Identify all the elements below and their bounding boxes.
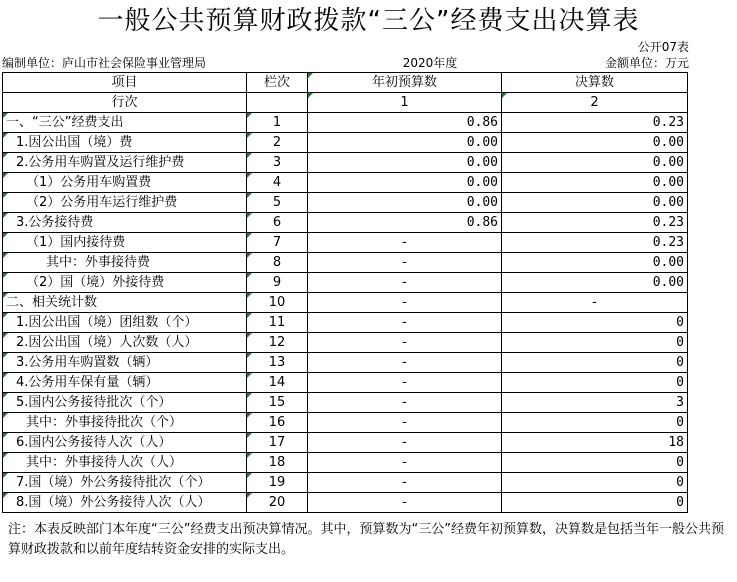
row-label[interactable]: 二、相关统计数 (3, 293, 247, 313)
row-label[interactable]: 6.国内公务接待人次（人） (3, 433, 247, 453)
row-label[interactable]: 其中：外事接待费 (3, 253, 247, 273)
actual-value[interactable]: 0 (502, 373, 688, 393)
organization-label: 编制单位：庐山市社会保险事业管理局 (2, 56, 207, 70)
row-number[interactable]: 18 (247, 453, 308, 473)
budget-value[interactable]: 0.00 (308, 193, 502, 213)
row-number-line (3, 93, 688, 113)
table-row (3, 213, 688, 233)
table-row (3, 153, 688, 173)
row-number[interactable]: 7 (247, 233, 308, 253)
actual-value[interactable]: 0 (502, 413, 688, 433)
budget-value[interactable]: - (308, 293, 502, 313)
row-number[interactable]: 14 (247, 373, 308, 393)
row-label-empty[interactable] (247, 93, 308, 113)
actual-value[interactable]: 0.00 (502, 273, 688, 293)
budget-value[interactable]: - (308, 233, 502, 253)
row-number[interactable]: 10 (247, 293, 308, 313)
budget-value[interactable]: - (308, 393, 502, 413)
footnote: 注：本表反映部门本年度“三公”经费支出预决算情况。其中，预算数为“三公”经费年初预算数，决算数是包括当年一般公共预算财政拨款和以前年度结转资金安排的实际支出。 (8, 522, 724, 557)
actual-value[interactable]: 0 (502, 333, 688, 353)
row-label[interactable]: 3.公务接待费 (3, 213, 247, 233)
row-label[interactable]: （2）公务用车运行维护费 (3, 193, 247, 213)
budget-value[interactable]: - (308, 373, 502, 393)
row-label[interactable]: （1）公务用车购置费 (3, 173, 247, 193)
budget-value[interactable]: - (308, 313, 502, 333)
table-row (3, 493, 688, 513)
budget-value[interactable]: - (308, 433, 502, 453)
table-row (3, 313, 688, 333)
row-label[interactable]: 3.公务用车购置数（辆） (3, 353, 247, 373)
table-row (3, 253, 688, 273)
actual-value[interactable]: 0 (502, 493, 688, 513)
budget-value[interactable]: - (308, 493, 502, 513)
table-row (3, 133, 688, 153)
row-label[interactable]: 一、“三公”经费支出 (3, 113, 247, 133)
actual-value[interactable]: 0.00 (502, 193, 688, 213)
row-number[interactable]: 12 (247, 333, 308, 353)
unit-label: 金额单位：万元 (604, 56, 689, 70)
row-number[interactable]: 15 (247, 393, 308, 413)
actual-value[interactable]: 0.00 (502, 173, 688, 193)
row-number[interactable]: 11 (247, 313, 308, 333)
row-number[interactable]: 4 (247, 173, 308, 193)
row-label[interactable]: 7.国（境）外公务接待批次（个） (3, 473, 247, 493)
header-row (3, 73, 688, 93)
header-item[interactable]: 项目 (3, 73, 247, 93)
row-number[interactable]: 16 (247, 413, 308, 433)
actual-value[interactable]: 0 (502, 313, 688, 333)
table-row (3, 353, 688, 373)
row-number[interactable]: 8 (247, 253, 308, 273)
row-label-cell[interactable]: 行次 (3, 93, 247, 113)
row-label[interactable]: （2）国（境）外接待费 (3, 273, 247, 293)
actual-value[interactable]: 0.00 (502, 133, 688, 153)
budget-value[interactable]: - (308, 353, 502, 373)
header-budget[interactable]: 年初预算数 (308, 73, 502, 93)
form-number: 公开07表 (637, 40, 689, 54)
row-label[interactable]: 5.国内公务接待批次（个） (3, 393, 247, 413)
actual-value[interactable]: 0.23 (502, 233, 688, 253)
row-label[interactable]: （1）国内接待费 (3, 233, 247, 253)
actual-value[interactable]: 0.00 (502, 253, 688, 273)
table-row (3, 393, 688, 413)
table-row (3, 373, 688, 393)
row-label[interactable]: 2.公务用车购置及运行维护费 (3, 153, 247, 173)
row-number[interactable]: 13 (247, 353, 308, 373)
row-number[interactable]: 19 (247, 473, 308, 493)
actual-value[interactable]: 0 (502, 473, 688, 493)
table-row (3, 433, 688, 453)
row-number[interactable]: 6 (247, 213, 308, 233)
actual-value[interactable]: 0.23 (502, 213, 688, 233)
table-row (3, 193, 688, 213)
header-col-no[interactable]: 栏次 (247, 73, 308, 93)
row-number[interactable]: 9 (247, 273, 308, 293)
row-number[interactable]: 17 (247, 433, 308, 453)
row-number[interactable]: 5 (247, 193, 308, 213)
expenditure-table (2, 72, 688, 513)
header-actual[interactable]: 决算数 (502, 73, 688, 93)
budget-value[interactable]: 0.86 (308, 113, 502, 133)
budget-value[interactable]: - (308, 333, 502, 353)
row-label[interactable]: 1.因公出国（境）费 (3, 133, 247, 153)
actual-value[interactable]: 18 (502, 433, 688, 453)
row-label[interactable]: 2.因公出国（境）人次数（人） (3, 333, 247, 353)
actual-value[interactable]: 0 (502, 453, 688, 473)
budget-value[interactable]: - (308, 273, 502, 293)
budget-value[interactable]: 0.00 (308, 153, 502, 173)
budget-value[interactable]: 0.00 (308, 173, 502, 193)
row-label[interactable]: 其中：外事接待批次（个） (3, 413, 247, 433)
budget-value[interactable]: 0.86 (308, 213, 502, 233)
table-row (3, 453, 688, 473)
actual-col-number[interactable]: 2 (502, 93, 688, 113)
budget-col-number[interactable]: 1 (308, 93, 502, 113)
row-number[interactable]: 20 (247, 493, 308, 513)
row-label[interactable]: 1.因公出国（境）团组数（个） (3, 313, 247, 333)
table-row (3, 273, 688, 293)
row-label[interactable]: 其中：外事接待人次（人） (3, 453, 247, 473)
actual-value[interactable]: 0.23 (502, 113, 688, 133)
actual-value[interactable]: 3 (502, 393, 688, 413)
table-title: 一般公共预算财政拨款“三公”经费支出决算表 (97, 6, 640, 36)
actual-value[interactable]: - (502, 293, 688, 313)
table-row (3, 413, 688, 433)
row-number[interactable]: 1 (247, 113, 308, 133)
row-label[interactable]: 4.公务用车保有量（辆） (3, 373, 247, 393)
table-row (3, 113, 688, 133)
actual-value[interactable]: 0.00 (502, 153, 688, 173)
budget-value[interactable]: 0.00 (308, 133, 502, 153)
table-row (3, 473, 688, 493)
fiscal-year: 2020年度 (402, 56, 458, 70)
row-label[interactable]: 8.国（境）外公务接待人次（人） (3, 493, 247, 513)
table-row (3, 293, 688, 313)
budget-value[interactable]: - (308, 413, 502, 433)
actual-value[interactable]: 0 (502, 353, 688, 373)
table-row (3, 173, 688, 193)
row-number[interactable]: 3 (247, 153, 308, 173)
row-number[interactable]: 2 (247, 133, 308, 153)
table-row (3, 333, 688, 353)
budget-value[interactable]: - (308, 453, 502, 473)
budget-value[interactable]: - (308, 253, 502, 273)
budget-value[interactable]: - (308, 473, 502, 493)
table-row (3, 233, 688, 253)
